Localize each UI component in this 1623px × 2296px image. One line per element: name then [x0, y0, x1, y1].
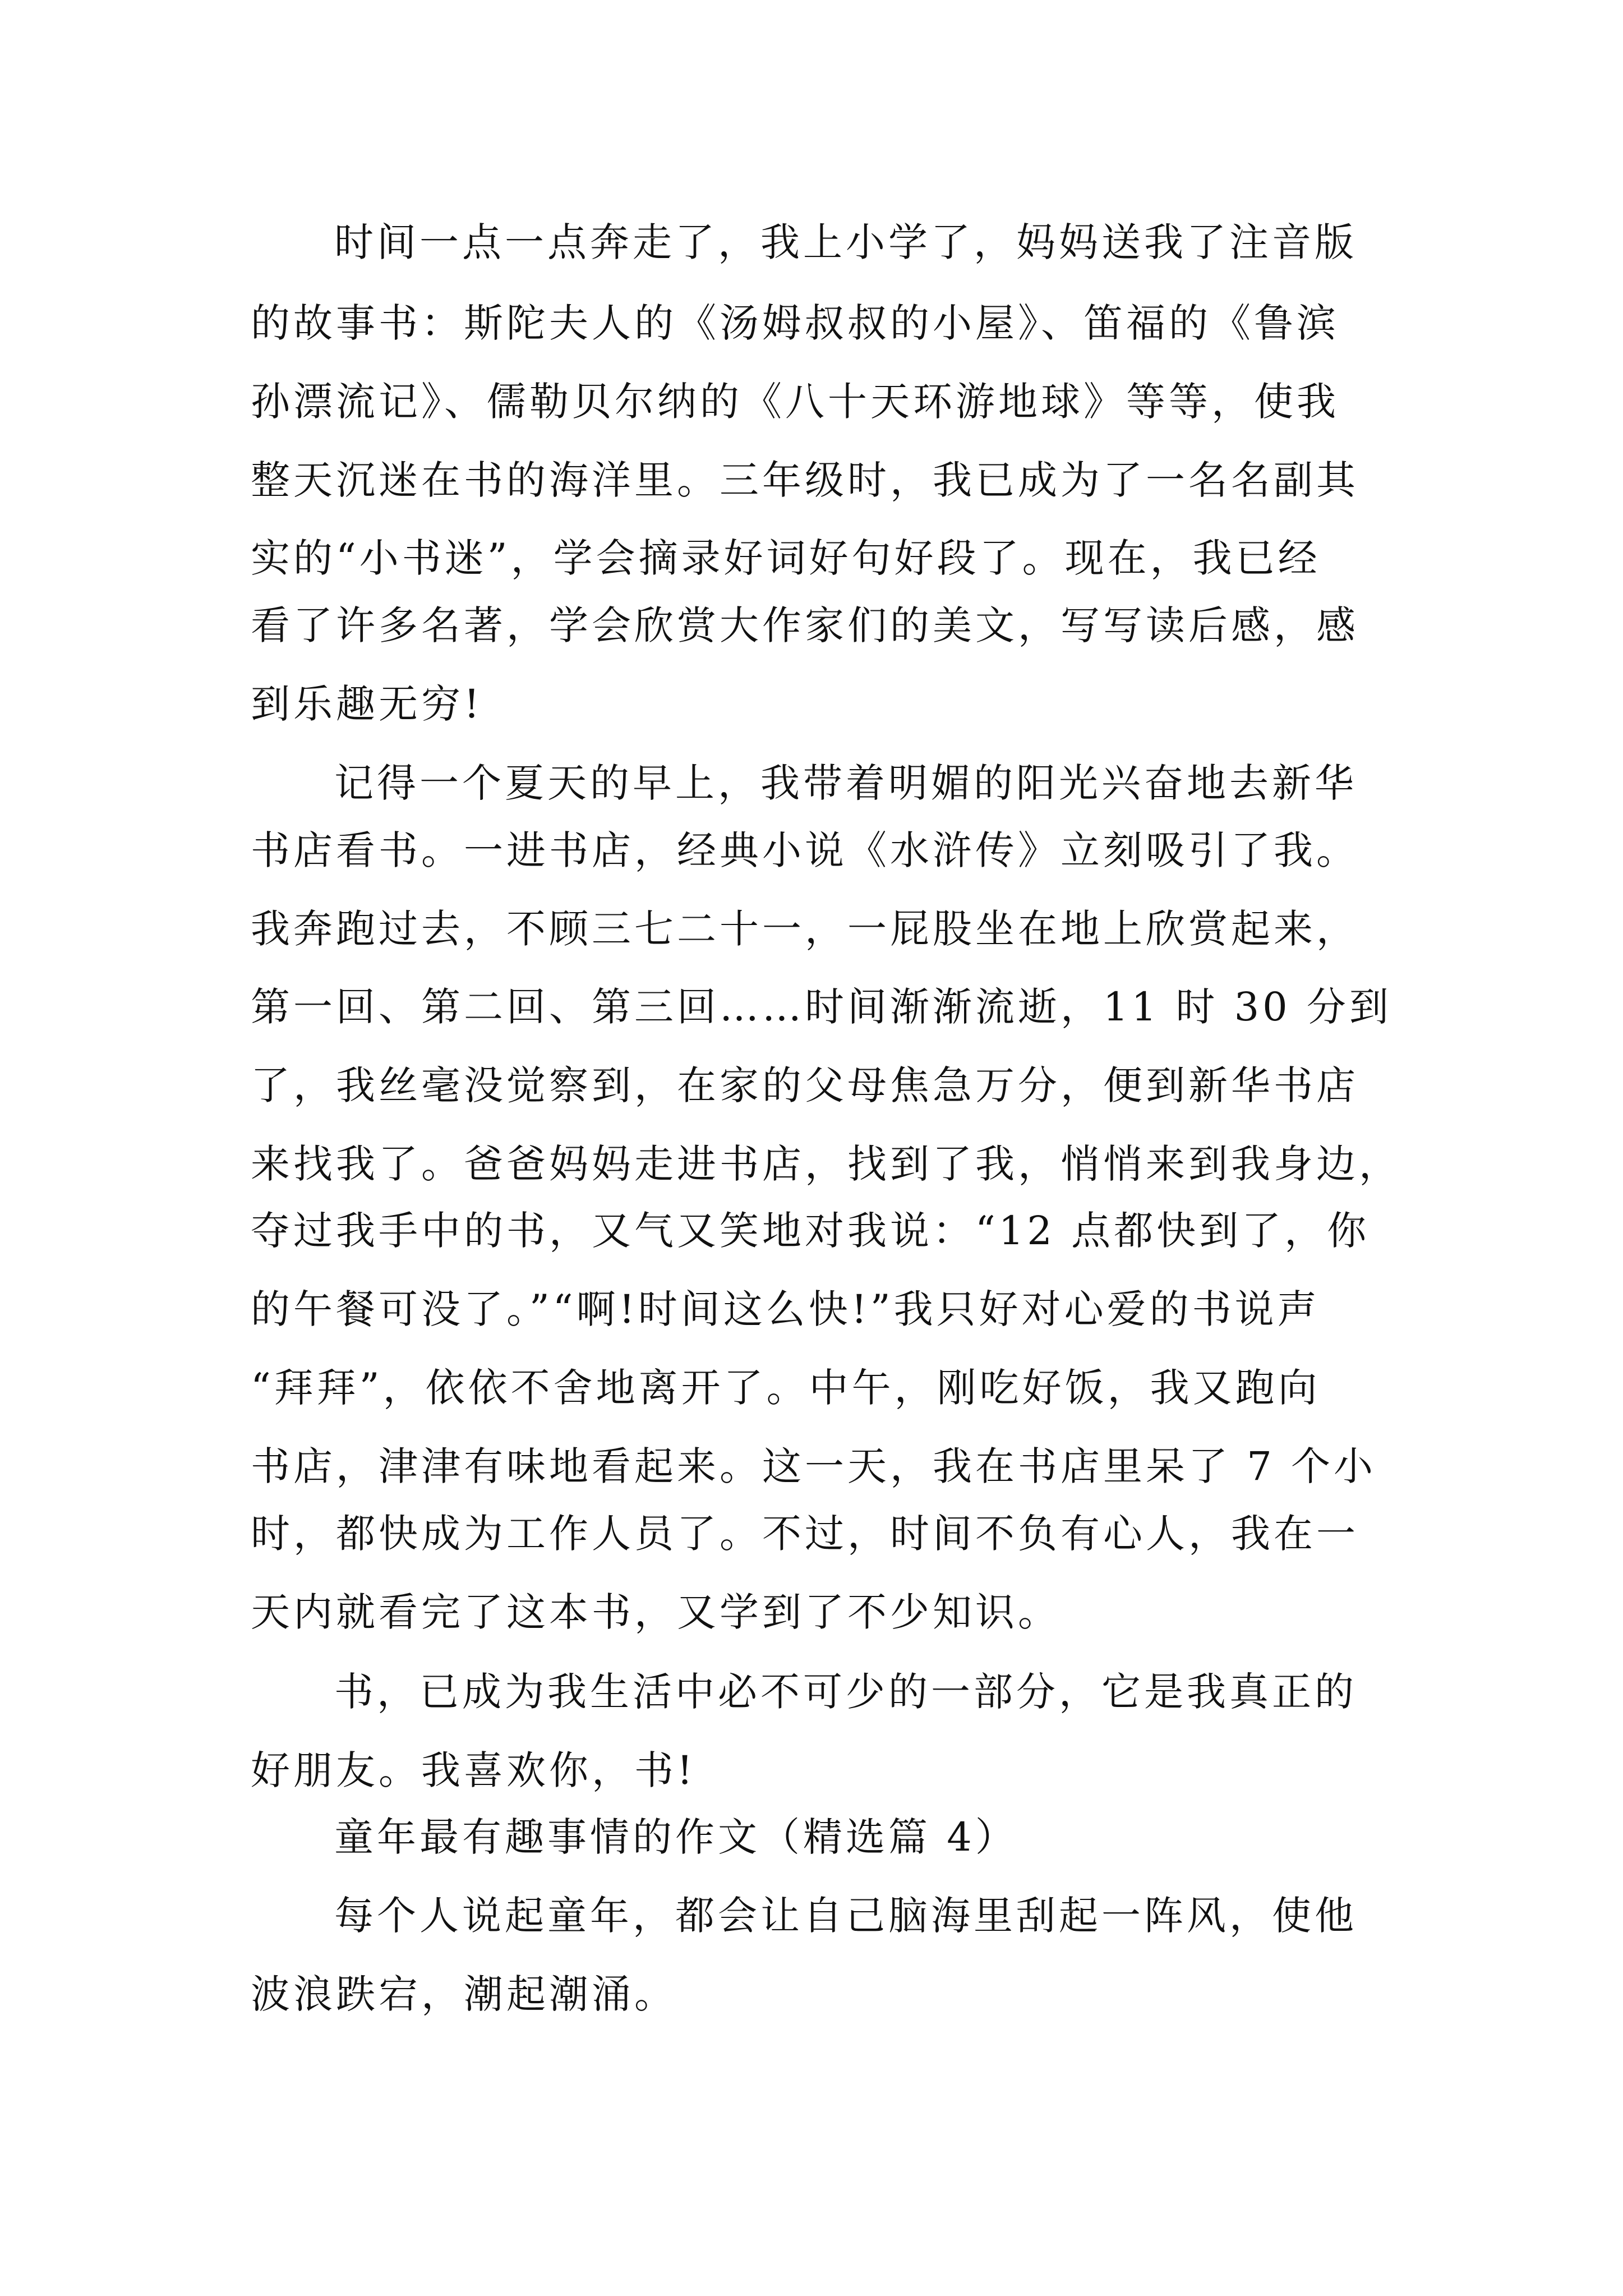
paragraph-line: “拜拜”，依依不舍地离开了。中午，刚吃好饭，我又跑向	[251, 1365, 1321, 1411]
paragraph-line: 到乐趣无穷!	[251, 681, 483, 727]
paragraph-line: 书店看书。一进书店，经典小说《水浒传》立刻吸引了我。	[251, 827, 1359, 873]
paragraph-line: 看了许多名著，学会欣赏大作家们的美文，写写读后感，感	[251, 602, 1359, 648]
paragraph-line: 书，已成为我生活中必不可少的一部分，它是我真正的	[334, 1669, 1357, 1715]
paragraph-line: 时，都快成为工作人员了。不过，时间不负有心人，我在一	[251, 1511, 1359, 1557]
paragraph-line: 实的“小书迷”，学会摘录好词好句好段了。现在，我已经	[251, 535, 1321, 581]
paragraph-line: 夺过我手中的书，又气又笑地对我说：“12 点都快到了，你	[251, 1208, 1370, 1254]
paragraph-line: 孙漂流记》、儒勒贝尔纳的《八十天环游地球》等等，使我	[251, 379, 1339, 425]
paragraph-line: 整天沉迷在书的海洋里。三年级时，我已成为了一名名副其	[251, 457, 1359, 503]
paragraph-line: 记得一个夏天的早上，我带着明媚的阳光兴奋地去新华	[334, 760, 1357, 806]
paragraph-line: 了，我丝毫没觉察到，在家的父母焦急万分，便到新华书店	[251, 1062, 1359, 1108]
paragraph-line: 我奔跑过去，不顾三七二十一，一屁股坐在地上欣赏起来，	[251, 906, 1359, 952]
paragraph-line: 的午餐可没了。”“啊!时间这么快!”我只好对心爱的书说声	[251, 1286, 1320, 1332]
paragraph-line: 波浪跌宕，潮起潮涌。	[251, 1971, 677, 2017]
paragraph-line: 每个人说起童年，都会让自己脑海里刮起一阵风，使他	[334, 1893, 1357, 1939]
paragraph-line: 第一回、第二回、第三回……时间渐渐流逝，11 时 30 分到	[251, 984, 1392, 1030]
paragraph-line: 好朋友。我喜欢你，书!	[251, 1747, 697, 1793]
paragraph-line: 书店，津津有味地看起来。这一天，我在书店里呆了 7 个小	[251, 1443, 1377, 1489]
paragraph-line: 天内就看完了这本书，又学到了不少知识。	[251, 1589, 1061, 1635]
section-heading: 童年最有趣事情的作文（精选篇 4）	[334, 1814, 1018, 1860]
paragraph-line: 时间一点一点奔走了，我上小学了，妈妈送我了注音版	[334, 219, 1357, 265]
paragraph-line: 的故事书：斯陀夫人的《汤姆叔叔的小屋》、笛福的《鲁滨	[251, 300, 1339, 346]
paragraph-line: 来找我了。爸爸妈妈走进书店，找到了我，悄悄来到我身边，	[251, 1141, 1401, 1187]
